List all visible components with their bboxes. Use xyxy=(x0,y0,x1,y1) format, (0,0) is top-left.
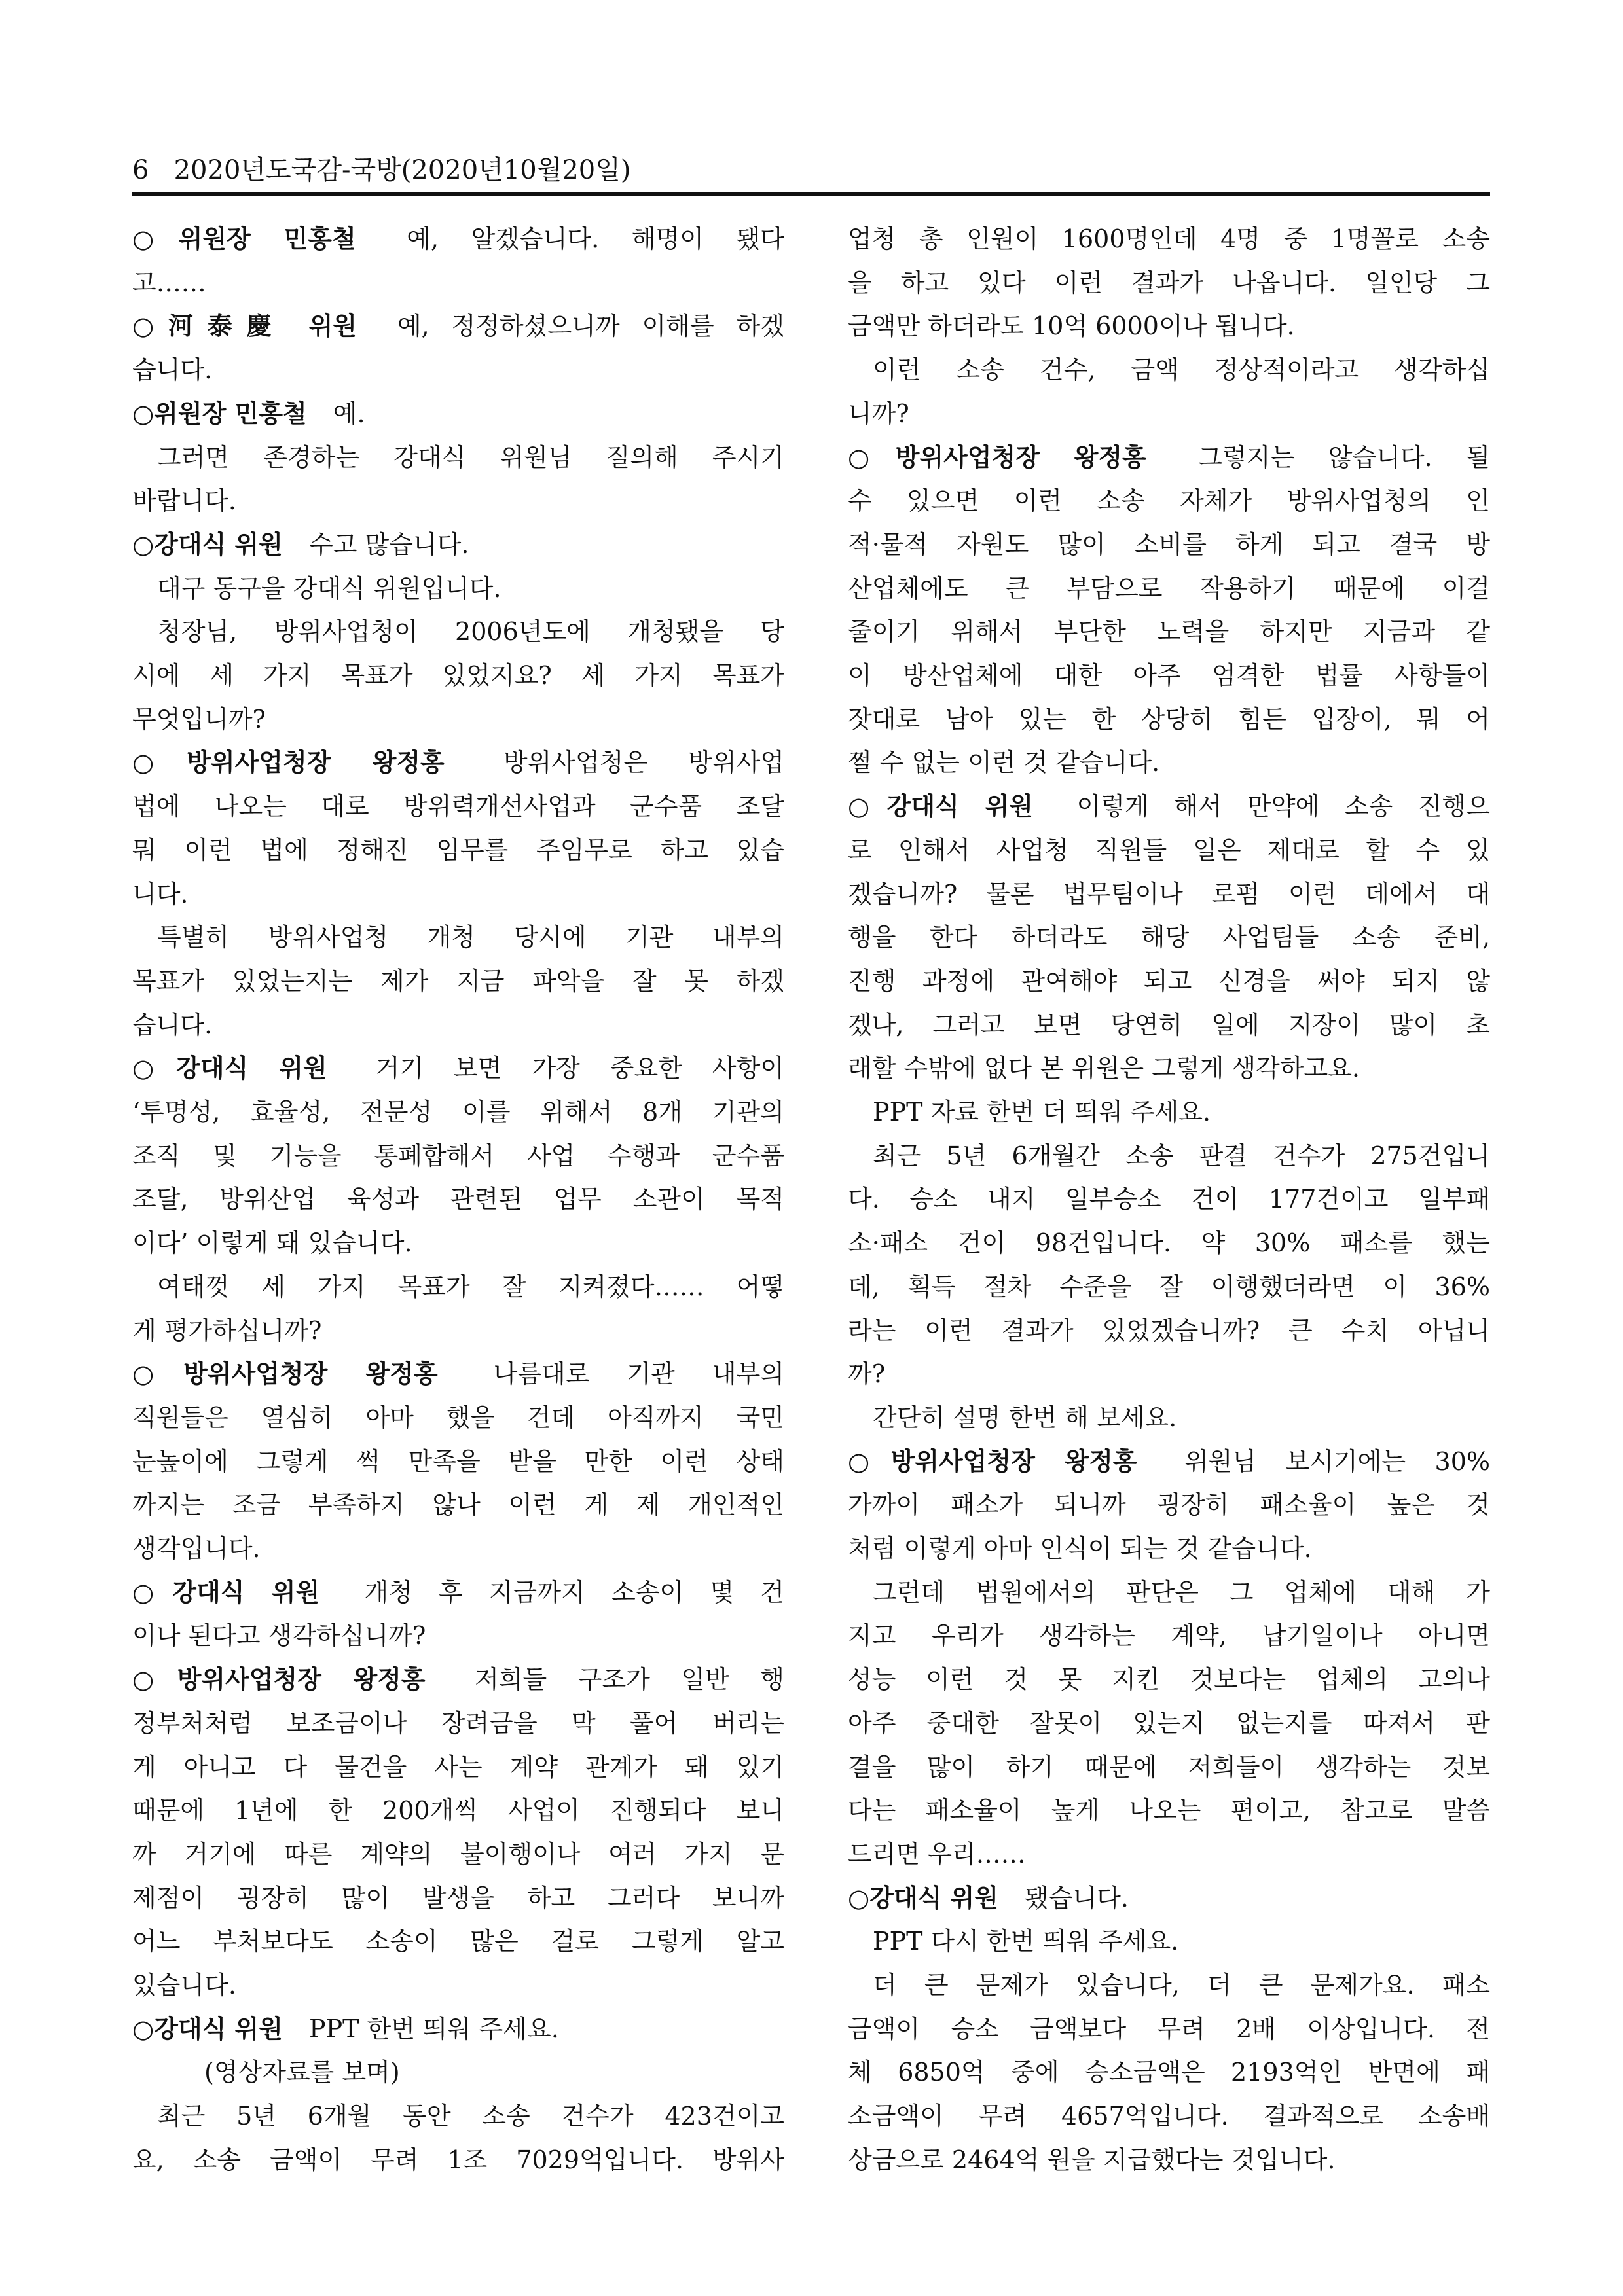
line-text: 다. 승소 내지 일부승소 건이 177건이고 일부패 xyxy=(848,1185,1490,1214)
line-text: 금액이 승소 금액보다 무려 2배 이상입니다. 전 xyxy=(848,2014,1490,2043)
line-text: 까지는 조금 부족하지 않나 이런 게 제 개인적인 xyxy=(132,1490,784,1520)
text-line xyxy=(848,1969,1490,2013)
line-text: 줄이기 위해서 부단한 노력을 하지만 지금과 같 xyxy=(848,617,1490,647)
line-text: 소금액이 무려 4657억입니다. 결과적으로 소송배 xyxy=(848,2102,1490,2131)
text-line xyxy=(132,1139,784,1183)
line-text: 정부처처럼 보조금이나 장려금을 막 풀어 버리는 xyxy=(132,1708,784,1738)
text-line xyxy=(132,1227,784,1270)
speaker-line xyxy=(132,1052,784,1096)
text-line xyxy=(848,1925,1490,1969)
line-text: 더 큰 문제가 있습니다, 더 큰 문제가요. 패소 xyxy=(873,1971,1490,2000)
text-line xyxy=(848,397,1490,441)
line-text: 니다. xyxy=(132,879,189,908)
text-line xyxy=(848,878,1490,922)
line-text: 가까이 패소가 되니까 굉장히 패소율이 높은 것 xyxy=(848,1490,1490,1520)
text-line xyxy=(132,1751,784,1795)
text-line xyxy=(132,1401,784,1445)
line-text: 간단히 설명 한번 해 보세요. xyxy=(873,1403,1177,1432)
line-text: 습니다. xyxy=(132,1010,213,1039)
speaker-line xyxy=(132,1663,784,1707)
text-line xyxy=(132,834,784,878)
speaker-line xyxy=(848,441,1490,485)
line-text: 위원님 보시기에는 30% xyxy=(1184,1446,1490,1476)
line-text: 바랍니다. xyxy=(132,486,236,516)
line-text: 최근 5년 6개월 동안 소송 건수가 423건이고 xyxy=(157,2102,784,2131)
line-text: 눈높이에 그렇게 썩 만족을 받을 만한 이런 상태 xyxy=(132,1446,784,1476)
text-line xyxy=(132,659,784,703)
text-line xyxy=(132,1794,784,1838)
text-line xyxy=(132,1488,784,1532)
line-text: 래할 수밖에 없다 본 위원은 그렇게 생각하고요. xyxy=(848,1054,1360,1083)
line-text: 그렇지는 않습니다. 될 xyxy=(1198,442,1490,472)
text-line xyxy=(848,310,1490,353)
speaker-line xyxy=(132,2013,784,2056)
text-line xyxy=(848,1009,1490,1052)
line-text: 겠습니까? 물론 법무팀이나 로펌 이런 데에서 대 xyxy=(848,879,1490,908)
text-line xyxy=(848,1227,1490,1270)
page-header xyxy=(132,149,631,187)
line-text: 금액만 하더라도 10억 6000이나 됩니다. xyxy=(848,312,1295,341)
text-line xyxy=(848,1619,1490,1663)
text-line xyxy=(848,1357,1490,1401)
speaker-name: ○위원장 민홍철 xyxy=(132,224,356,253)
text-line xyxy=(132,1925,784,1969)
line-text: 직원들은 열심히 아마 했을 건데 아직까지 국민 xyxy=(132,1403,784,1432)
speaker-line xyxy=(132,223,784,266)
text-line xyxy=(132,1314,784,1358)
line-text: 지고 우리가 생각하는 계약, 납기일이나 아니면 xyxy=(848,1621,1490,1651)
text-line xyxy=(132,1882,784,1926)
text-line xyxy=(132,1445,784,1489)
line-text: 고…… xyxy=(132,268,206,297)
speaker-line xyxy=(132,1576,784,1620)
page-number: 6 xyxy=(132,155,149,185)
line-text: 수 있으면 이런 소송 자체가 방위사업청의 인 xyxy=(848,486,1490,516)
text-line xyxy=(848,484,1490,528)
text-line xyxy=(848,834,1490,878)
line-text: 있습니다. xyxy=(132,1971,236,2000)
line-text: 예. xyxy=(333,399,365,428)
text-line xyxy=(848,1663,1490,1707)
line-text: 무엇입니까? xyxy=(132,704,266,734)
line-text: 행을 한다 하더라도 해당 사업팀들 소송 준비, xyxy=(848,923,1490,952)
text-line xyxy=(132,572,784,616)
text-line xyxy=(848,1183,1490,1227)
text-line xyxy=(848,1576,1490,1620)
text-line xyxy=(132,2100,784,2144)
speaker-name: ○위원장 민홍철 xyxy=(132,399,307,428)
speaker-name: ○강대식 위원 xyxy=(848,792,1033,821)
line-text: 성능 이런 것 못 지킨 것보다는 업체의 고의나 xyxy=(848,1665,1490,1695)
speaker-name: ○방위사업청장 왕정홍 xyxy=(132,1665,426,1695)
text-line xyxy=(848,528,1490,572)
text-line xyxy=(848,2056,1490,2100)
text-line xyxy=(132,2056,784,2100)
line-text: 쩔 수 없는 이런 것 같습니다. xyxy=(848,748,1160,778)
text-line xyxy=(848,353,1490,397)
text-line xyxy=(132,703,784,747)
line-text: 나름대로 기관 내부의 xyxy=(493,1359,784,1389)
text-line xyxy=(132,615,784,659)
text-line xyxy=(132,790,784,834)
line-text: 니까? xyxy=(848,399,909,428)
text-line xyxy=(848,572,1490,616)
line-text: 게 평가하십니까? xyxy=(132,1316,322,1345)
line-text: 진행 과정에 관여해야 되고 신경을 써야 되지 않 xyxy=(848,966,1490,996)
text-line xyxy=(848,1488,1490,1532)
speaker-line xyxy=(132,528,784,572)
text-line xyxy=(848,1401,1490,1445)
line-text: 거기 보면 가장 중요한 사항이 xyxy=(375,1054,784,1083)
text-line xyxy=(132,1096,784,1139)
line-text: 상금으로 2464억 원을 지급했다는 것입니다. xyxy=(848,2145,1336,2174)
text-line xyxy=(132,441,784,485)
line-text: 목표가 있었는지는 제가 지금 파악을 잘 못 하겠 xyxy=(132,966,784,996)
line-text: 조직 및 기능을 통폐합해서 사업 수행과 군수품 xyxy=(132,1141,784,1170)
line-text: 최근 5년 6개월간 소송 판결 건수가 275건입니 xyxy=(873,1141,1490,1170)
line-text: 어느 부처보다도 소송이 많은 걸로 그렇게 알고 xyxy=(132,1927,784,1956)
speaker-name: ○강대식 위원 xyxy=(132,2014,283,2043)
line-text: PPT 한번 띄워 주세요. xyxy=(309,2014,559,2043)
text-line xyxy=(132,1270,784,1314)
line-text: 습니다. xyxy=(132,355,213,385)
text-line xyxy=(848,703,1490,747)
speaker-line xyxy=(132,397,784,441)
speaker-name: ○방위사업청장 왕정홍 xyxy=(848,442,1146,472)
text-line xyxy=(132,1619,784,1663)
line-text: 이런 소송 건수, 금액 정상적이라고 생각하십 xyxy=(873,355,1490,385)
speaker-name: ○강대식 위원 xyxy=(132,529,283,559)
speaker-name: ○강대식 위원 xyxy=(132,1577,320,1607)
speaker-name: ○방위사업청장 왕정홍 xyxy=(132,748,445,778)
text-line xyxy=(848,266,1490,310)
line-text: 이다’ 이렇게 돼 있습니다. xyxy=(132,1229,412,1258)
text-line xyxy=(848,1052,1490,1096)
line-text: 업청 총 인원이 1600명인데 4명 중 1명꼴로 소송 xyxy=(848,224,1490,253)
line-text: 게 아니고 다 물건을 사는 계약 관계가 돼 있기 xyxy=(132,1752,784,1782)
line-text: 방위사업청은 방위사업 xyxy=(503,748,784,778)
speaker-name: ○河泰慶 위원 xyxy=(132,312,357,341)
line-text: 다는 패소율이 높게 나오는 편이고, 참고로 말씀 xyxy=(848,1796,1490,1825)
line-text: 대구 동구을 강대식 위원입니다. xyxy=(157,573,501,603)
line-text: 시에 세 가지 목표가 있었지요? 세 가지 목표가 xyxy=(132,661,784,690)
text-line xyxy=(848,921,1490,965)
text-line xyxy=(848,1096,1490,1139)
text-line xyxy=(132,266,784,310)
speaker-line xyxy=(132,310,784,353)
text-line xyxy=(132,1838,784,1882)
speaker-name: ○강대식 위원 xyxy=(132,1054,327,1083)
line-text: 적·물적 자원도 많이 소비를 하게 되고 결국 방 xyxy=(848,529,1490,559)
text-line xyxy=(848,1532,1490,1576)
line-text: 체 6850억 중에 승소금액은 2193억인 반면에 패 xyxy=(848,2058,1490,2087)
line-text: 예, 알겠습니다. 해명이 됐다 xyxy=(407,224,784,253)
text-line xyxy=(848,1794,1490,1838)
line-text: 그러면 존경하는 강대식 위원님 질의해 주시기 xyxy=(157,442,784,472)
header-rule xyxy=(132,192,1490,196)
line-text: 겠나, 그러고 보면 당연히 일에 지장이 많이 초 xyxy=(848,1010,1490,1039)
line-text: 특별히 방위사업청 개청 당시에 기관 내부의 xyxy=(157,923,784,952)
text-line xyxy=(132,1707,784,1751)
line-text: 을 하고 있다 이런 결과가 나옵니다. 일인당 그 xyxy=(848,268,1490,297)
line-text: 저희들 구조가 일반 행 xyxy=(475,1665,784,1695)
line-text: 소·패소 건이 98건입니다. 약 30% 패소를 했는 xyxy=(848,1229,1490,1258)
text-line xyxy=(848,1707,1490,1751)
line-text: PPT 다시 한번 띄워 주세요. xyxy=(873,1927,1179,1956)
line-text: 생각입니다. xyxy=(132,1534,261,1563)
line-text: 산업체에도 큰 부담으로 작용하기 때문에 이걸 xyxy=(848,573,1490,603)
text-line xyxy=(848,1838,1490,1882)
text-line xyxy=(132,484,784,528)
text-line xyxy=(132,878,784,922)
text-line xyxy=(848,1270,1490,1314)
line-text: 이 방산업체에 대한 아주 엄격한 법률 사항들이 xyxy=(848,661,1490,690)
line-text: 때문에 1년에 한 200개씩 사업이 진행되다 보니 xyxy=(132,1796,784,1825)
line-text: (영상자료를 보며) xyxy=(204,2058,400,2087)
text-line xyxy=(132,1532,784,1576)
line-text: 라는 이런 결과가 있었겠습니까? 큰 수치 아닙니 xyxy=(848,1316,1490,1345)
text-line xyxy=(848,2100,1490,2144)
line-text: 수고 많습니다. xyxy=(309,529,469,559)
text-line xyxy=(132,1183,784,1227)
line-text: 뭐 이런 법에 정해진 임무를 주임무로 하고 있습 xyxy=(132,835,784,865)
document-title: 2020년도국감-국방(2020년10월20일) xyxy=(173,155,631,185)
text-line xyxy=(848,1314,1490,1358)
text-line xyxy=(132,1969,784,2013)
line-text: 여태껏 세 가지 목표가 잘 지켜졌다…… 어떻 xyxy=(157,1272,784,1301)
line-text: 개청 후 지금까지 소송이 몇 건 xyxy=(364,1577,784,1607)
text-line xyxy=(848,223,1490,266)
line-text: 조달, 방위산업 육성과 관련된 업무 소관이 목적 xyxy=(132,1185,784,1214)
line-text: 이나 된다고 생각하십니까? xyxy=(132,1621,426,1651)
line-text: 까? xyxy=(848,1359,886,1389)
line-text: 드리면 우리…… xyxy=(848,1839,1026,1869)
text-line xyxy=(848,659,1490,703)
speaker-line xyxy=(848,1445,1490,1489)
text-line xyxy=(848,1139,1490,1183)
text-line xyxy=(132,2144,784,2187)
line-text: 됐습니다. xyxy=(1025,1883,1129,1912)
text-line xyxy=(132,965,784,1009)
line-text: 예, 정정하셨으니까 이해를 하겠 xyxy=(397,312,784,341)
text-line xyxy=(848,746,1490,790)
line-text: 잣대로 남아 있는 한 상당히 힘든 입장이, 뭐 어 xyxy=(848,704,1490,734)
line-text: 아주 중대한 잘못이 있는지 없는지를 따져서 판 xyxy=(848,1708,1490,1738)
speaker-line xyxy=(132,1357,784,1401)
speaker-line xyxy=(848,1882,1490,1926)
line-text: 까 거기에 따른 계약의 불이행이나 여러 가지 문 xyxy=(132,1839,784,1869)
line-text: 로 인해서 사업청 직원들 일은 제대로 할 수 있 xyxy=(848,835,1490,865)
text-line xyxy=(132,1009,784,1052)
text-line xyxy=(848,615,1490,659)
line-text: PPT 자료 한번 더 띄워 주세요. xyxy=(873,1098,1211,1126)
speaker-line xyxy=(132,746,784,790)
text-line xyxy=(132,921,784,965)
line-text: 그런데 법원에서의 판단은 그 업체에 대해 가 xyxy=(873,1577,1490,1607)
text-line xyxy=(848,1751,1490,1795)
line-text: 데, 획득 절차 수준을 잘 이행했더라면 이 36% xyxy=(848,1272,1490,1301)
line-text: 청장님, 방위사업청이 2006년도에 개청됐을 당 xyxy=(157,617,784,647)
line-text: 결을 많이 하기 때문에 저희들이 생각하는 것보 xyxy=(848,1752,1490,1782)
text-line xyxy=(848,2013,1490,2056)
text-line xyxy=(848,2144,1490,2187)
line-text: 이렇게 해서 만약에 소송 진행으 xyxy=(1076,792,1490,821)
speaker-name: ○방위사업청장 왕정홍 xyxy=(132,1359,438,1389)
speaker-name: ○강대식 위원 xyxy=(848,1883,998,1912)
line-text: 요, 소송 금액이 무려 1조 7029억입니다. 방위사 xyxy=(132,2145,784,2174)
line-text: 제점이 굉장히 많이 발생을 하고 그러다 보니까 xyxy=(132,1883,784,1912)
text-line xyxy=(848,965,1490,1009)
speaker-name: ○방위사업청장 왕정홍 xyxy=(848,1446,1137,1476)
line-text: 법에 나오는 대로 방위력개선사업과 군수품 조달 xyxy=(132,792,784,821)
line-text: 처럼 이렇게 아마 인식이 되는 것 같습니다. xyxy=(848,1534,1312,1563)
line-text: ‘투명성, 효율성, 전문성 이를 위해서 8개 기관의 xyxy=(132,1098,784,1126)
text-line xyxy=(132,353,784,397)
speaker-line xyxy=(848,790,1490,834)
